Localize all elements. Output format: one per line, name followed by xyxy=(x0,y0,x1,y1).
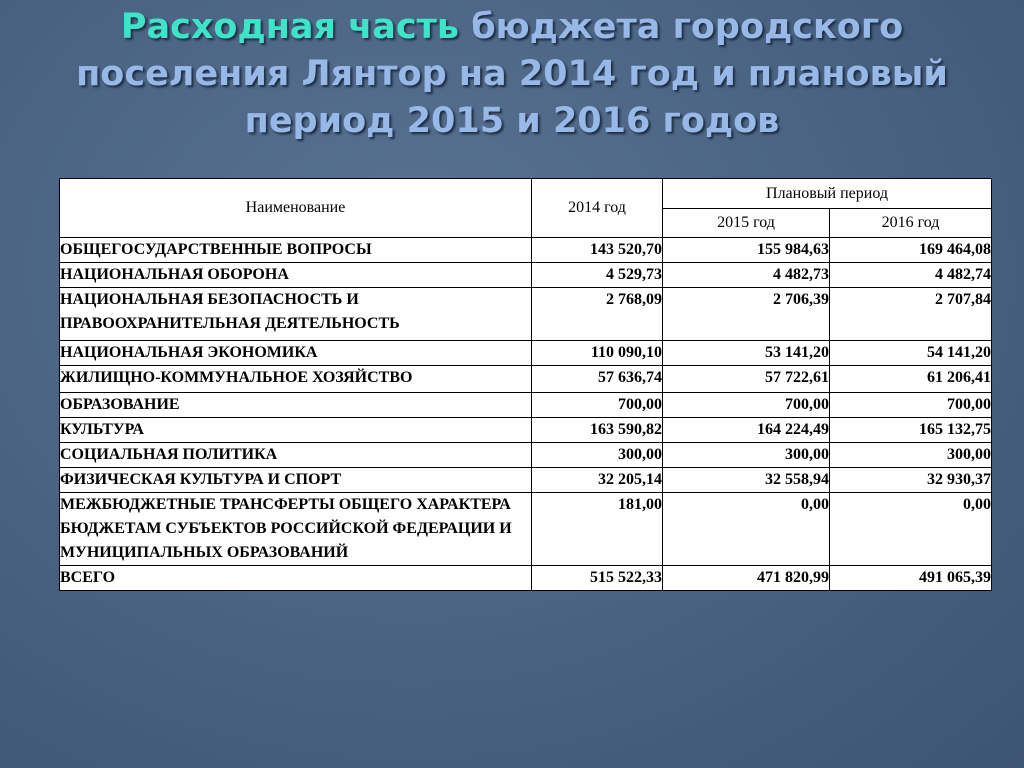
row-2015: 4 482,73 xyxy=(663,263,830,288)
slide-title-accent: Расходная часть xyxy=(120,7,460,47)
slide-title-rest: бюджета городского поселения Лянтор на 2014 год и плановый период 2015 и 2016 годов xyxy=(76,7,948,141)
header-2016: 2016 год xyxy=(830,209,992,238)
header-2014: 2014 год xyxy=(532,179,663,238)
total-2015: 471 820,99 xyxy=(663,566,830,591)
row-2016: 4 482,74 xyxy=(830,263,992,288)
row-2015: 32 558,94 xyxy=(663,468,830,493)
row-name: ОБЩЕГОСУДАРСТВЕННЫЕ ВОПРОСЫ xyxy=(60,238,532,263)
row-2016: 165 132,75 xyxy=(830,418,992,443)
table-row xyxy=(60,288,992,341)
row-2014: 57 636,74 xyxy=(532,366,663,393)
table-total-row xyxy=(60,566,992,591)
row-2016: 32 930,37 xyxy=(830,468,992,493)
row-2016: 0,00 xyxy=(830,493,992,566)
table-row xyxy=(60,366,992,393)
table-header-row xyxy=(60,179,992,209)
table-row xyxy=(60,493,992,566)
row-2015: 300,00 xyxy=(663,443,830,468)
row-2014: 4 529,73 xyxy=(532,263,663,288)
row-name: ФИЗИЧЕСКАЯ КУЛЬТУРА И СПОРТ xyxy=(60,468,532,493)
row-name: НАЦИОНАЛЬНАЯ БЕЗОПАСНОСТЬ И ПРАВООХРАНИТЕЛЬНАЯ ДЕЯТЕЛЬНОСТЬ xyxy=(60,288,532,341)
row-name: СОЦИАЛЬНАЯ ПОЛИТИКА xyxy=(60,443,532,468)
row-2016: 54 141,20 xyxy=(830,341,992,366)
total-name: ВСЕГО xyxy=(60,566,532,591)
header-2015: 2015 год xyxy=(663,209,830,238)
table-row xyxy=(60,238,992,263)
table-row xyxy=(60,468,992,493)
row-2015: 57 722,61 xyxy=(663,366,830,393)
row-name: НАЦИОНАЛЬНАЯ ЭКОНОМИКА xyxy=(60,341,532,366)
row-2016: 700,00 xyxy=(830,393,992,418)
slide-title xyxy=(20,4,1004,145)
row-name: КУЛЬТУРА xyxy=(60,418,532,443)
row-2014: 700,00 xyxy=(532,393,663,418)
row-2014: 32 205,14 xyxy=(532,468,663,493)
budget-table xyxy=(59,178,992,591)
row-2015: 164 224,49 xyxy=(663,418,830,443)
row-2015: 2 706,39 xyxy=(663,288,830,341)
row-2014: 181,00 xyxy=(532,493,663,566)
row-2015: 700,00 xyxy=(663,393,830,418)
table-row xyxy=(60,263,992,288)
total-2014: 515 522,33 xyxy=(532,566,663,591)
row-name: ОБРАЗОВАНИЕ xyxy=(60,393,532,418)
table-row xyxy=(60,393,992,418)
row-2015: 155 984,63 xyxy=(663,238,830,263)
row-2015: 0,00 xyxy=(663,493,830,566)
row-name: ЖИЛИЩНО-КОММУНАЛЬНОЕ ХОЗЯЙСТВО xyxy=(60,366,532,393)
table-row xyxy=(60,341,992,366)
table-row xyxy=(60,418,992,443)
row-2016: 300,00 xyxy=(830,443,992,468)
row-2015: 53 141,20 xyxy=(663,341,830,366)
row-2016: 2 707,84 xyxy=(830,288,992,341)
row-2014: 163 590,82 xyxy=(532,418,663,443)
table-row xyxy=(60,443,992,468)
header-name: Наименование xyxy=(60,179,532,238)
total-2016: 491 065,39 xyxy=(830,566,992,591)
header-planned-period: Плановый период xyxy=(663,179,992,209)
row-2014: 110 090,10 xyxy=(532,341,663,366)
row-2014: 143 520,70 xyxy=(532,238,663,263)
row-2016: 61 206,41 xyxy=(830,366,992,393)
row-name: МЕЖБЮДЖЕТНЫЕ ТРАНСФЕРТЫ ОБЩЕГО ХАРАКТЕРА БЮДЖЕТАМ СУБЪЕКТОВ РОССИЙСКОЙ ФЕДЕРАЦИИ И МУНИЦИПАЛЬНЫХ ОБРАЗОВАНИЙ xyxy=(60,493,532,566)
row-name: НАЦИОНАЛЬНАЯ ОБОРОНА xyxy=(60,263,532,288)
row-2016: 169 464,08 xyxy=(830,238,992,263)
row-2014: 2 768,09 xyxy=(532,288,663,341)
row-2014: 300,00 xyxy=(532,443,663,468)
